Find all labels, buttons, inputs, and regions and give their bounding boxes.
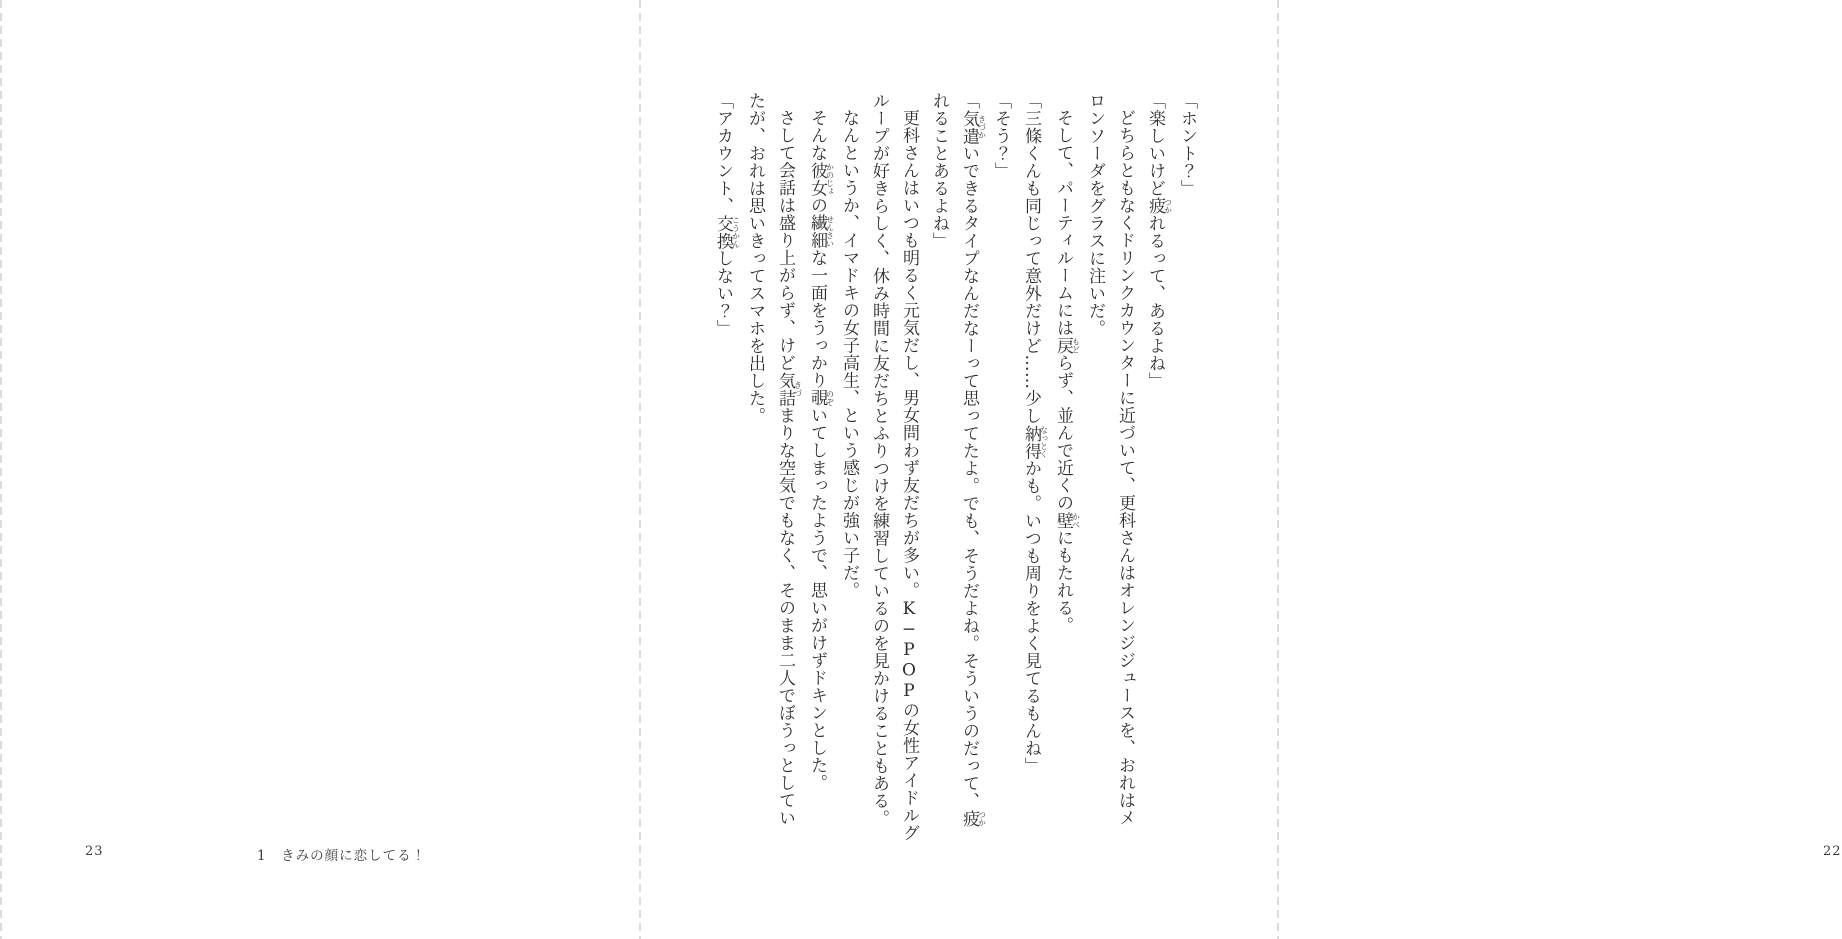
page-number-right: 22 xyxy=(1823,844,1842,859)
text-line: なんというか、イマドキの女子高生、という感じが強い子だ。 xyxy=(839,109,859,599)
text-line: 「三條くんも同じって意外だけど……少し納得なっとくかも。いつも周りをよく見てるもんね」 xyxy=(1021,92,1049,775)
text-line: 「ホント？」 xyxy=(1177,92,1197,197)
page-22 xyxy=(640,0,1842,939)
text-line: ループが好きらしく、休み時間に友だちとふりつけを練習しているのを見かけることもある。 xyxy=(869,92,889,827)
text-line: れることあるよね」 xyxy=(929,92,949,250)
text-line: ロンソーダをグラスに注いだ。 xyxy=(1085,92,1105,337)
text-line: さして会話は盛り上がらず、けど気詰きづまりな空気でもなく、そのまま二人でぼうっとしてい xyxy=(775,109,803,827)
page-22-body-text xyxy=(713,92,1202,842)
text-line: たが、おれは思いきってスマホを出した。 xyxy=(745,92,765,425)
text-line: 「そう？」 xyxy=(991,92,1011,180)
text-line: そして、パーティルームには戻もどらず、並んで近くの壁かべにもたれる。 xyxy=(1053,109,1081,634)
text-line: そんな彼女かのじょの繊細せんさいな一面をうっかり覗のぞいてしまったようで、思いがけずドキンとした。 xyxy=(807,109,835,792)
text-line: 「アカウント、交換こうかんしない？」 xyxy=(713,92,741,337)
text-line: 更科さんはいつも明るく元気だし、男女問わず友だちが多い。K−POPの女性アイドルグ xyxy=(899,109,919,842)
text-line: 「気遣きづかいできるタイプなんだなーって思ってたよ。でも、そうだよね。そういうのだって、疲つか xyxy=(959,92,987,827)
page-number-left: 23 xyxy=(85,844,104,859)
text-line: 「楽しいけど疲つかれるって、あるよね」 xyxy=(1145,92,1173,390)
running-chapter-title: 1 きみの顔に恋してる！ xyxy=(257,848,427,864)
page-23 xyxy=(0,0,640,939)
text-line: どちらともなくドリンクカウンターに近づいて、更科さんはオレンジジュースを、おれはメ xyxy=(1115,109,1135,827)
